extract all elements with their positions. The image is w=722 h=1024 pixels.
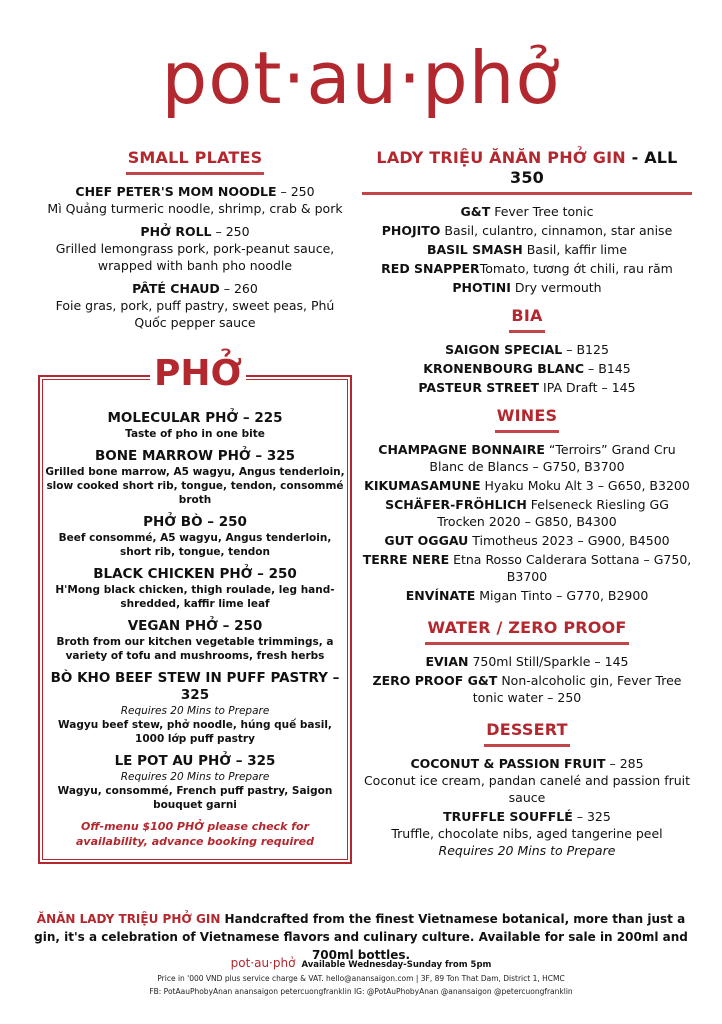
- item-price: – 325: [572, 809, 611, 824]
- pho-item: [44, 514, 346, 559]
- gin-blurb-text: Handcrafted from the finest Vietnamese botanical, more than just a gin, it's a celebration of Vietnamese flavors and culinary culture. Available for sale in 200ml and 700ml bottles.: [34, 912, 688, 962]
- pho-item: [44, 566, 346, 611]
- footer-contact: Price in '000 VND plus service charge & VAT. hello@anansaigon.com | 3F, 89 Ton That Dam, District 1, HCMC: [157, 974, 565, 983]
- item-name: EVIAN: [425, 654, 469, 669]
- item-desc: Basil, culantro, cinnamon, star anise: [440, 223, 673, 238]
- item-name: PHỞ ROLL: [140, 224, 212, 239]
- item-name: KRONENBOURG BLANC: [423, 361, 585, 376]
- drink-item: [362, 341, 692, 358]
- drink-item: [362, 279, 692, 296]
- item-desc: Beef consommé, A5 wagyu, Angus tenderloin, short rib, tongue, tendon: [58, 532, 332, 558]
- item-name: PASTEUR STREET: [418, 380, 540, 395]
- pho-item: [44, 753, 346, 812]
- gin-title-price: - ALL 350: [510, 148, 678, 187]
- restaurant-logo: pot·au·phở: [161, 36, 561, 120]
- item-name: ENVÍNATE: [405, 588, 476, 603]
- item-name: PHOTINI: [452, 280, 511, 295]
- item-name: KIKUMASAMUNE: [364, 478, 481, 493]
- item-desc: Timotheus 2023 – G900, B4500: [468, 533, 670, 548]
- item-name: ZERO PROOF G&T: [372, 673, 498, 688]
- item-note: Requires 20 Mins to Prepare: [120, 771, 270, 783]
- menu-item: [40, 183, 350, 217]
- item-name: BLACK CHICKEN PHỞ – 250: [93, 566, 297, 582]
- item-name: CHAMPAGNE BONNAIRE: [378, 442, 545, 457]
- item-desc: – B125: [562, 342, 609, 357]
- item-note: Requires 20 Mins to Prepare: [120, 705, 270, 717]
- item-desc: Felseneck Riesling GG Trocken 2020 – G850, B4300: [437, 497, 669, 529]
- pho-item: [44, 410, 346, 441]
- pho-item: [44, 618, 346, 663]
- item-desc: Truffle, chocolate nibs, aged tangerine peel: [391, 826, 663, 841]
- item-desc: Wagyu, consommé, French puff pastry, Saigon bouquet garni: [57, 785, 333, 811]
- wine-item: [362, 551, 692, 585]
- item-desc: H'Mong black chicken, thigh roulade, leg hand-shredded, kaffir lime leaf: [55, 584, 335, 610]
- item-desc: Taste of pho in one bite: [125, 428, 265, 440]
- footer-logo: pot·au·phở: [230, 956, 296, 970]
- item-name: TERRE NERE: [362, 552, 450, 567]
- offmenu-note: Off-menu $100 PHỞ please check for availability, advance booking required: [75, 820, 314, 848]
- small-plates-title: SMALL PLATES: [126, 148, 265, 175]
- pho-item: [44, 670, 346, 746]
- menu-item: [40, 223, 350, 274]
- item-name: G&T: [460, 204, 491, 219]
- wine-item: [362, 441, 692, 475]
- item-price: – 250: [276, 184, 315, 199]
- item-name: PÂTÉ CHAUD: [132, 281, 220, 296]
- item-price: – 250: [211, 224, 250, 239]
- item-desc: Broth from our kitchen vegetable trimmings, a variety of tofu and mushrooms, fresh herbs: [56, 636, 334, 662]
- water-title: WATER / ZERO PROOF: [425, 618, 628, 645]
- item-name: LE POT AU PHỞ – 325: [114, 753, 276, 769]
- item-name: SAIGON SPECIAL: [445, 342, 563, 357]
- item-desc: Foie gras, pork, puff pastry, sweet peas, Phú Quốc pepper sauce: [55, 298, 335, 330]
- item-note: Requires 20 Mins to Prepare: [438, 843, 616, 858]
- item-desc: Migan Tinto – G770, B2900: [475, 588, 649, 603]
- wine-item: [362, 587, 692, 604]
- drink-item: [362, 672, 692, 706]
- item-name: BONE MARROW PHỞ – 325: [94, 448, 296, 464]
- pho-title: PHỞ: [150, 352, 246, 396]
- dessert-title: DESSERT: [484, 720, 569, 747]
- drink-item: [362, 653, 692, 670]
- item-desc: Dry vermouth: [510, 280, 602, 295]
- drink-item: [362, 260, 692, 277]
- item-name: CHEF PETER'S MOM NOODLE: [75, 184, 277, 199]
- drink-item: [362, 203, 692, 220]
- item-desc: Non-alcoholic gin, Fever Tree tonic water – 250: [472, 673, 682, 705]
- item-name: GUT OGGAU: [384, 533, 469, 548]
- drinks-column: [362, 148, 692, 865]
- item-desc: “Terroirs” Grand Cru Blanc de Blancs – G750, B3700: [429, 442, 676, 474]
- item-desc: Fever Tree tonic: [490, 204, 594, 219]
- item-desc: – B145: [584, 361, 631, 376]
- item-desc: IPA Draft – 145: [539, 380, 636, 395]
- footer-hours-text: Available Wednesday-Sunday from 5pm: [301, 960, 492, 970]
- wines-title: WINES: [495, 406, 559, 433]
- item-name: PHOJITO: [381, 223, 441, 238]
- item-name: MOLECULAR PHỞ – 225: [107, 410, 283, 426]
- wine-item: [362, 477, 692, 494]
- drink-item: [362, 379, 692, 396]
- item-desc: Tomato, tương ớt chili, rau răm: [479, 261, 673, 276]
- dessert-item: [362, 755, 692, 806]
- gin-blurb-title: ĂNĂN LADY TRIỆU PHỞ GIN: [36, 912, 221, 926]
- item-desc: Hyaku Moku Alt 3 – G650, B3200: [480, 478, 690, 493]
- item-name: RED SNAPPER: [381, 261, 480, 276]
- item-desc: Wagyu beef stew, phở noodle, húng quế basil, 1000 lớp puff pastry: [58, 719, 332, 745]
- bia-title: BIA: [509, 306, 544, 333]
- item-name: TRUFFLE SOUFFLÉ: [443, 809, 573, 824]
- drink-item: [362, 360, 692, 377]
- item-desc: Grilled bone marrow, A5 wagyu, Angus tenderloin, slow cooked short rib, tongue, tendon, consommé broth: [45, 466, 345, 506]
- item-desc: Etna Rosso Calderara Sottana – G750, B3700: [449, 552, 692, 584]
- item-desc: Grilled lemongrass pork, pork-peanut sauce, wrapped with banh pho noodle: [55, 241, 335, 273]
- item-name: COCONUT & PASSION FRUIT: [410, 756, 606, 771]
- wine-item: [362, 496, 692, 530]
- drink-item: [362, 222, 692, 239]
- item-name: PHỞ BÒ – 250: [143, 514, 247, 530]
- item-desc: Basil, kaffir lime: [522, 242, 628, 257]
- pho-section: [44, 410, 346, 849]
- gin-title-red: LADY TRIỆU ĂNĂN PHỞ GIN: [376, 148, 626, 167]
- wine-item: [362, 532, 692, 549]
- menu-item: [40, 280, 350, 331]
- item-name: BASIL SMASH: [426, 242, 523, 257]
- footer-social: FB: PotAauPhobyAnan anansaigon petercuongfranklin IG: @PotAuPhobyAnan @anansaigon @petercuongfranklin: [149, 987, 573, 996]
- small-plates-section: [40, 148, 350, 337]
- gin-title: [362, 148, 692, 195]
- item-name: SCHÄFER-FRÖHLICH: [385, 497, 527, 512]
- item-desc: 750ml Still/Sparkle – 145: [468, 654, 629, 669]
- item-name: VEGAN PHỞ – 250: [127, 618, 263, 634]
- item-name: BÒ KHO BEEF STEW IN PUFF PASTRY – 325: [50, 670, 340, 703]
- pho-item: [44, 448, 346, 507]
- item-price: – 285: [605, 756, 644, 771]
- item-price: – 260: [219, 281, 258, 296]
- drink-item: [362, 241, 692, 258]
- item-desc: Coconut ice cream, pandan canelé and passion fruit sauce: [363, 773, 691, 805]
- footer-hours: [0, 956, 722, 972]
- dessert-item: [362, 808, 692, 859]
- item-desc: Mì Quảng turmeric noodle, shrimp, crab & pork: [47, 201, 343, 216]
